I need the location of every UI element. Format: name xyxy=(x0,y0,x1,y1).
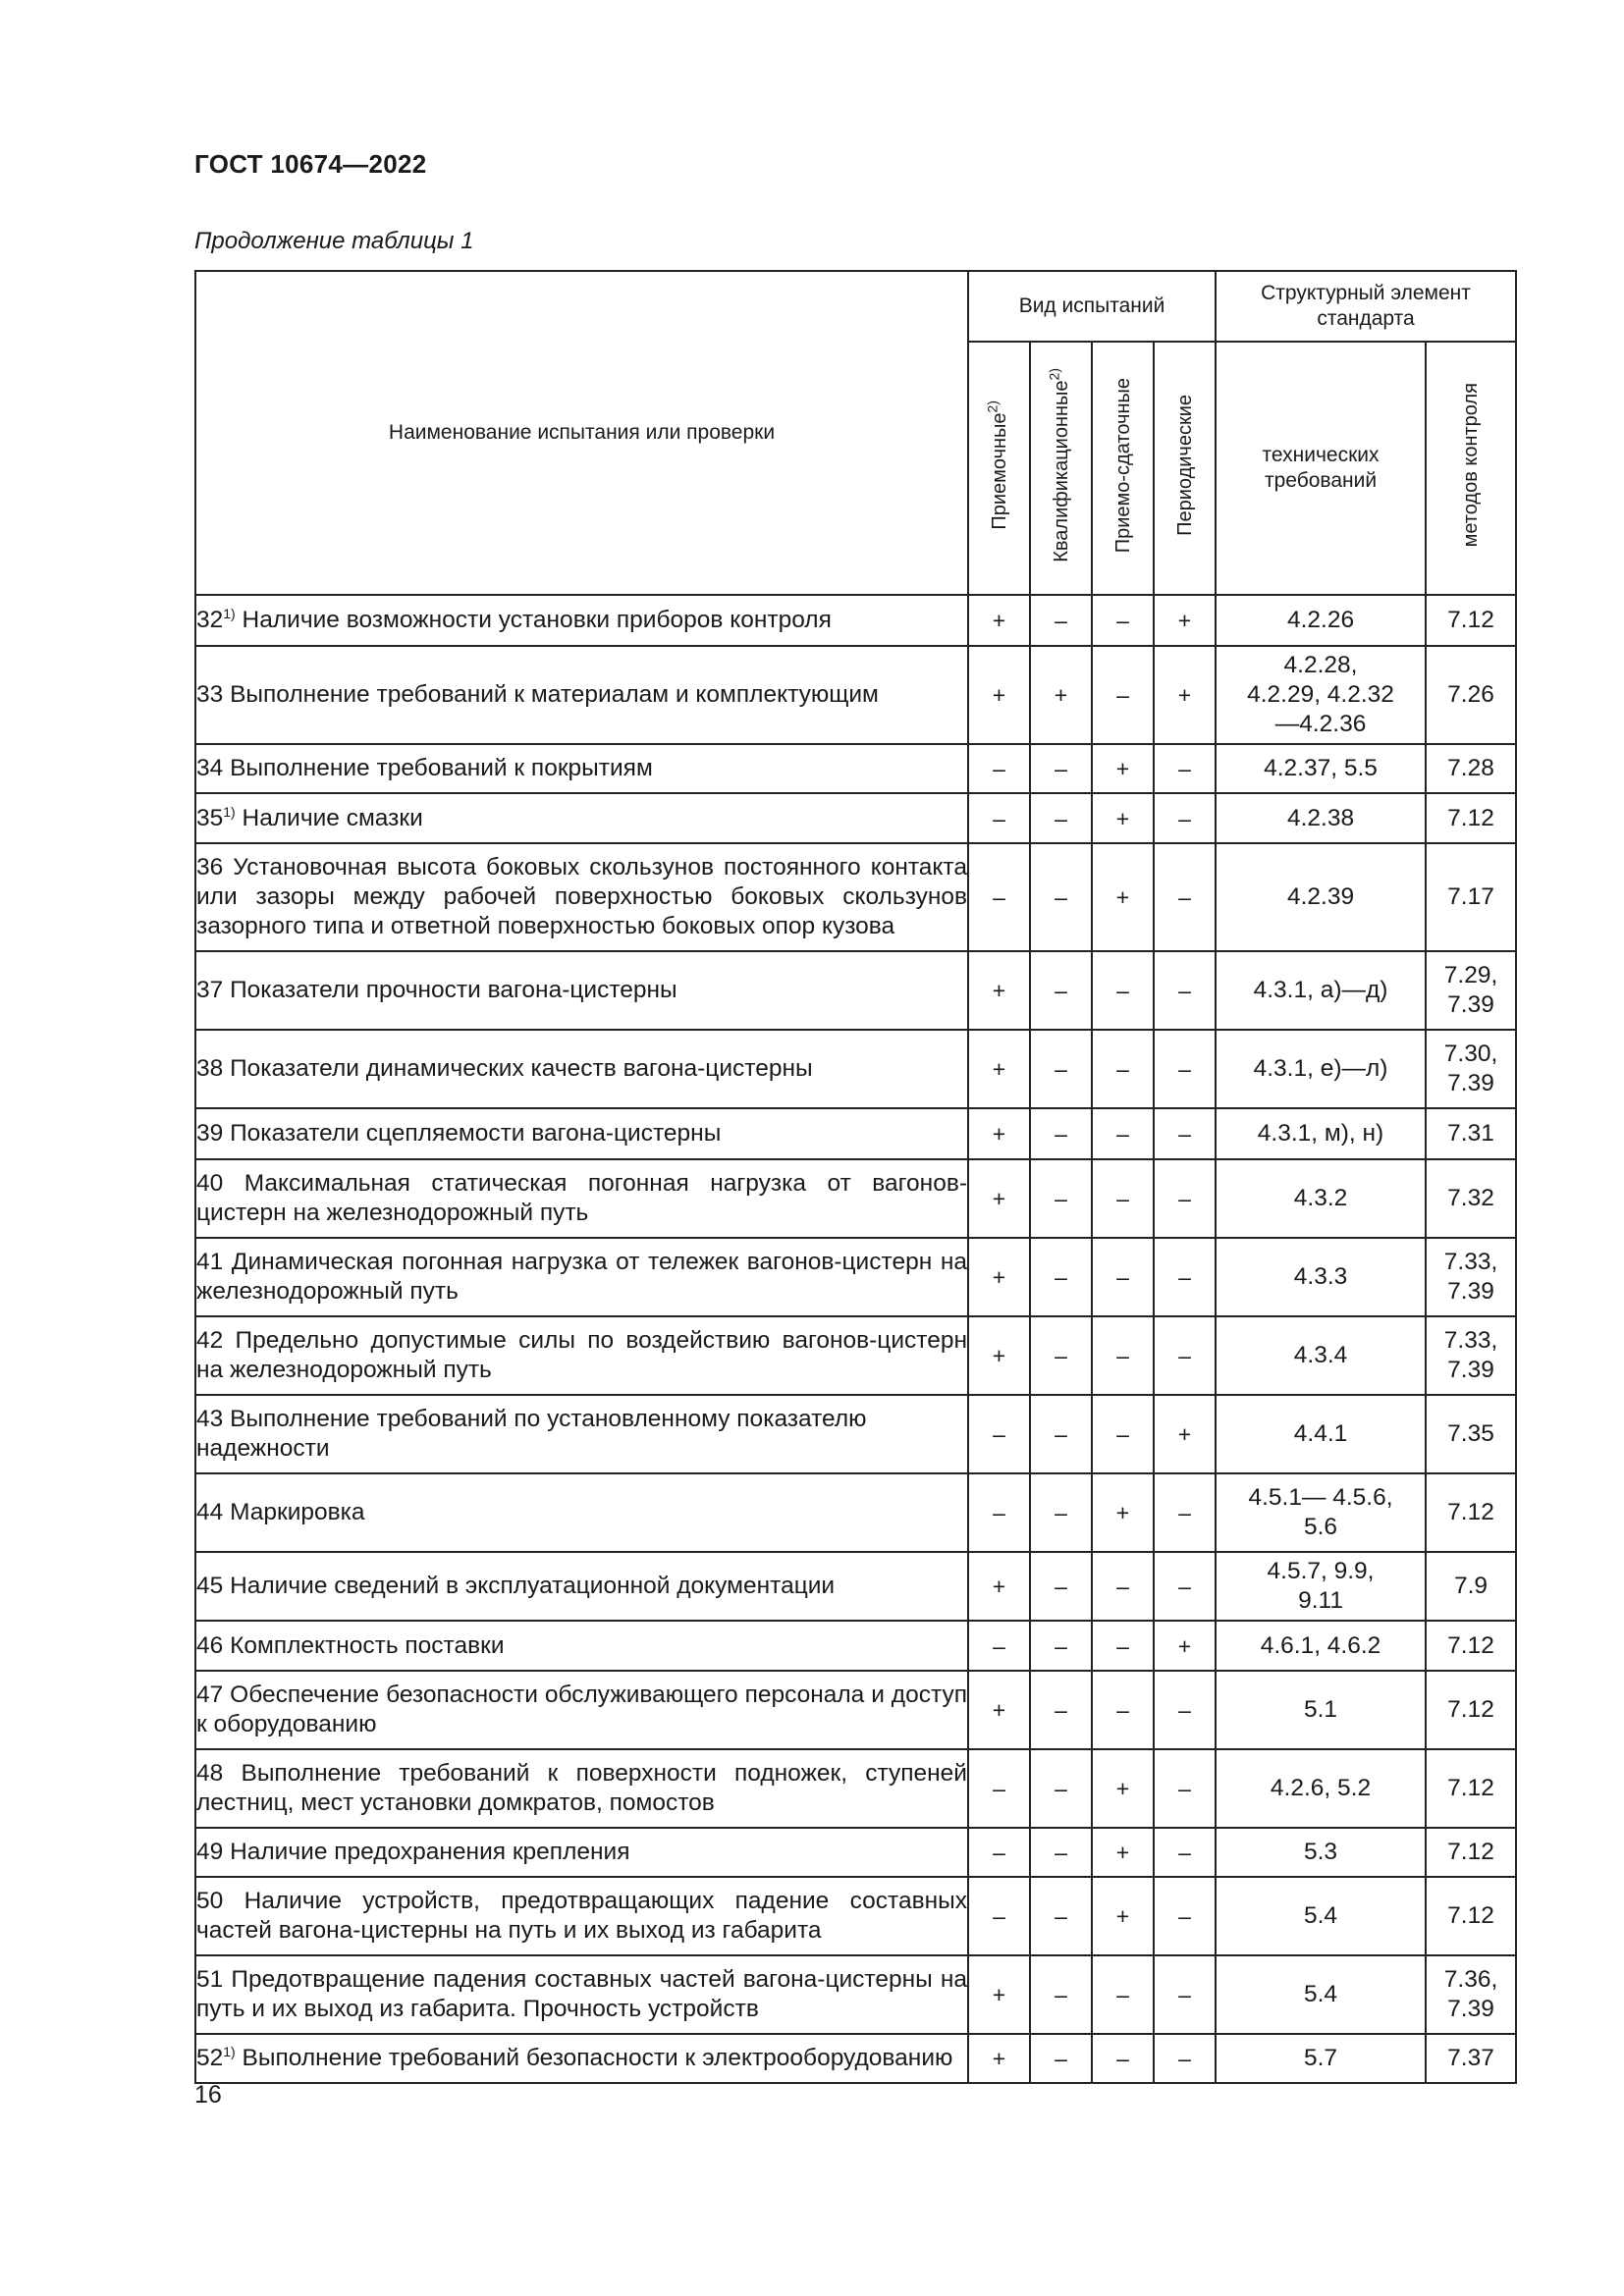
acceptance-delivery-mark: + xyxy=(1092,1828,1154,1877)
test-name-text: Динамическая погонная нагрузка от тележек вагонов-цистерн на железнодорожный путь xyxy=(196,1249,967,1305)
row-number: 37 xyxy=(196,977,224,1003)
acceptance-delivery-mark: + xyxy=(1092,843,1154,951)
row-number: 39 xyxy=(196,1120,224,1147)
technical-requirements-ref: 4.3.1, а)—д) xyxy=(1216,951,1426,1030)
qualification-mark: – xyxy=(1030,1828,1092,1877)
technical-requirements-ref: 4.6.1, 4.6.2 xyxy=(1216,1621,1426,1671)
header-control-methods: методов контроля xyxy=(1426,342,1516,595)
control-method-ref: 7.12 xyxy=(1426,793,1516,843)
row-number: 52 xyxy=(196,2045,224,2071)
table-row xyxy=(195,1108,1516,1159)
row-number: 51 xyxy=(196,1966,224,1993)
technical-requirements-ref: 5.1 xyxy=(1216,1671,1426,1749)
header-acceptance: Приемочные$^{2)}$ xyxy=(968,342,1030,595)
test-name-text: Выполнение требований к поверхности подножек, ступеней лестниц, мест установки домкратов, помостов xyxy=(196,1760,967,1816)
table-row xyxy=(195,843,1516,951)
control-method-ref: 7.28 xyxy=(1426,744,1516,793)
acceptance-delivery-mark: – xyxy=(1092,2034,1154,2083)
test-name-cell xyxy=(195,1552,968,1621)
test-name-cell xyxy=(195,646,968,744)
acceptance-mark: + xyxy=(968,1552,1030,1621)
acceptance-mark: + xyxy=(968,951,1030,1030)
test-name-cell xyxy=(195,1159,968,1238)
table-row xyxy=(195,1621,1516,1671)
acceptance-delivery-mark: + xyxy=(1092,744,1154,793)
row-number: 45 xyxy=(196,1573,224,1599)
test-name-cell xyxy=(195,1828,968,1877)
row-number: 46 xyxy=(196,1631,224,1659)
table-row xyxy=(195,595,1516,646)
test-name-text: Выполнение требований по установленному показателю надежности xyxy=(196,1406,867,1462)
table-row xyxy=(195,1671,1516,1749)
acceptance-mark: + xyxy=(968,1316,1030,1395)
qualification-mark: – xyxy=(1030,793,1092,843)
acceptance-delivery-mark: – xyxy=(1092,1395,1154,1473)
control-method-ref: 7.12 xyxy=(1426,1621,1516,1671)
periodic-mark: – xyxy=(1154,1316,1216,1395)
periodic-mark: – xyxy=(1154,793,1216,843)
qualification-mark: – xyxy=(1030,1238,1092,1316)
qualification-mark: – xyxy=(1030,843,1092,951)
technical-requirements-ref: 4.3.4 xyxy=(1216,1316,1426,1395)
row-number: 40 xyxy=(196,1170,224,1197)
acceptance-mark: – xyxy=(968,1749,1030,1828)
control-method-ref: 7.12 xyxy=(1426,595,1516,646)
row-number: 34 xyxy=(196,755,224,781)
control-method-ref: 7.9 xyxy=(1426,1552,1516,1621)
row-number: 32 xyxy=(196,607,224,633)
periodic-mark: – xyxy=(1154,1877,1216,1955)
acceptance-mark: – xyxy=(968,793,1030,843)
acceptance-mark: – xyxy=(968,1877,1030,1955)
acceptance-mark: – xyxy=(968,1828,1030,1877)
table-row xyxy=(195,1877,1516,1955)
test-name-cell xyxy=(195,1473,968,1552)
test-name-cell xyxy=(195,1749,968,1828)
test-name-cell xyxy=(195,1316,968,1395)
test-name-cell xyxy=(195,2034,968,2083)
qualification-mark: – xyxy=(1030,1473,1092,1552)
page-number: 16 xyxy=(194,2081,222,2109)
test-name-cell xyxy=(195,1238,968,1316)
header-test-types: Вид испытаний xyxy=(968,271,1216,342)
acceptance-delivery-mark: – xyxy=(1092,1671,1154,1749)
control-method-ref: 7.35 xyxy=(1426,1395,1516,1473)
acceptance-mark: + xyxy=(968,1159,1030,1238)
technical-requirements-ref: 4.2.28, 4.2.29, 4.2.32—4.2.36 xyxy=(1216,646,1426,744)
header-structural-element: Структурный элемент стандарта xyxy=(1216,271,1516,342)
document-code: ГОСТ 10674—2022 xyxy=(194,149,427,179)
table-row xyxy=(195,1473,1516,1552)
table-row xyxy=(195,744,1516,793)
test-name-text: Выполнение требований к материалам и комплектующим xyxy=(223,681,879,708)
row-number: 48 xyxy=(196,1760,224,1787)
test-name-cell xyxy=(195,1621,968,1671)
acceptance-delivery-mark: – xyxy=(1092,1316,1154,1395)
test-name-text: Наличие предохранения крепления xyxy=(223,1839,630,1865)
periodic-mark: + xyxy=(1154,646,1216,744)
control-method-ref: 7.31 xyxy=(1426,1108,1516,1159)
test-name-text: Предотвращение падения составных частей вагона-цистерны на путь и их выход из габарита. Прочность устройств xyxy=(196,1966,967,2022)
periodic-mark: – xyxy=(1154,1671,1216,1749)
periodic-mark: – xyxy=(1154,1030,1216,1108)
qualification-mark: + xyxy=(1030,646,1092,744)
row-number: 38 xyxy=(196,1055,224,1082)
technical-requirements-ref: 5.4 xyxy=(1216,1955,1426,2034)
test-name-cell xyxy=(195,595,968,646)
acceptance-mark: + xyxy=(968,1671,1030,1749)
row-number: 41 xyxy=(196,1249,224,1275)
test-name-text: Показатели сцепляемости вагона-цистерны xyxy=(223,1120,722,1147)
qualification-mark: – xyxy=(1030,595,1092,646)
acceptance-mark: + xyxy=(968,595,1030,646)
acceptance-delivery-mark: – xyxy=(1092,1552,1154,1621)
periodic-mark: – xyxy=(1154,744,1216,793)
periodic-mark: – xyxy=(1154,2034,1216,2083)
tests-table xyxy=(194,270,1517,2084)
periodic-mark: – xyxy=(1154,1108,1216,1159)
test-name-text: Наличие возможности установки приборов контроля xyxy=(235,607,832,633)
control-method-ref: 7.17 xyxy=(1426,843,1516,951)
qualification-mark: – xyxy=(1030,951,1092,1030)
test-name-text: Обеспечение безопасности обслуживающего персонала и доступ к оборудованию xyxy=(196,1682,967,1737)
control-method-ref: 7.12 xyxy=(1426,1877,1516,1955)
acceptance-delivery-mark: + xyxy=(1092,793,1154,843)
test-name-cell xyxy=(195,793,968,843)
acceptance-delivery-mark: – xyxy=(1092,1621,1154,1671)
control-method-ref: 7.26 xyxy=(1426,646,1516,744)
table-row xyxy=(195,951,1516,1030)
qualification-mark: – xyxy=(1030,1030,1092,1108)
qualification-mark: – xyxy=(1030,1877,1092,1955)
acceptance-delivery-mark: – xyxy=(1092,1238,1154,1316)
control-method-ref: 7.12 xyxy=(1426,1671,1516,1749)
table-row xyxy=(195,1395,1516,1473)
table-row xyxy=(195,646,1516,744)
row-number: 42 xyxy=(196,1327,224,1354)
table-row xyxy=(195,1749,1516,1828)
acceptance-mark: + xyxy=(968,646,1030,744)
table-row xyxy=(195,1238,1516,1316)
test-name-text: Максимальная статическая погонная нагрузка от вагонов-цистерн на железнодорожный путь xyxy=(196,1170,967,1226)
technical-requirements-ref: 4.4.1 xyxy=(1216,1395,1426,1473)
acceptance-mark: – xyxy=(968,744,1030,793)
technical-requirements-ref: 5.3 xyxy=(1216,1828,1426,1877)
qualification-mark: – xyxy=(1030,1671,1092,1749)
table-row xyxy=(195,1955,1516,2034)
test-name-text: Комплектность поставки xyxy=(223,1631,505,1659)
row-number: 47 xyxy=(196,1682,224,1708)
technical-requirements-ref: 4.3.1, м), н) xyxy=(1216,1108,1426,1159)
acceptance-delivery-mark: – xyxy=(1092,1030,1154,1108)
periodic-mark: – xyxy=(1154,951,1216,1030)
acceptance-delivery-mark: + xyxy=(1092,1877,1154,1955)
qualification-mark: – xyxy=(1030,1621,1092,1671)
test-name-cell xyxy=(195,951,968,1030)
qualification-mark: – xyxy=(1030,1316,1092,1395)
technical-requirements-ref: 4.2.6, 5.2 xyxy=(1216,1749,1426,1828)
acceptance-delivery-mark: – xyxy=(1092,1108,1154,1159)
periodic-mark: + xyxy=(1154,595,1216,646)
test-name-cell xyxy=(195,744,968,793)
control-method-ref: 7.12 xyxy=(1426,1473,1516,1552)
acceptance-delivery-mark: – xyxy=(1092,595,1154,646)
control-method-ref: 7.37 xyxy=(1426,2034,1516,2083)
test-name-text: Предельно допустимые силы по воздействию вагонов-цистерн на железнодорожный путь xyxy=(196,1327,967,1383)
qualification-mark: – xyxy=(1030,1552,1092,1621)
table-row xyxy=(195,1316,1516,1395)
test-name-cell xyxy=(195,1955,968,2034)
periodic-mark: – xyxy=(1154,1749,1216,1828)
technical-requirements-ref: 4.2.39 xyxy=(1216,843,1426,951)
acceptance-delivery-mark: – xyxy=(1092,1159,1154,1238)
test-name-text: Выполнение требований к покрытиям xyxy=(223,755,653,781)
header-qualification: Квалификационные$^{2)}$ xyxy=(1030,342,1092,595)
row-number: 33 xyxy=(196,681,224,708)
test-name-cell xyxy=(195,1108,968,1159)
qualification-mark: – xyxy=(1030,1108,1092,1159)
acceptance-delivery-mark: + xyxy=(1092,1749,1154,1828)
acceptance-delivery-mark: – xyxy=(1092,1955,1154,2034)
acceptance-delivery-mark: + xyxy=(1092,1473,1154,1552)
qualification-mark: – xyxy=(1030,2034,1092,2083)
test-name-text: Показатели динамических качеств вагона-цистерны xyxy=(223,1055,813,1082)
test-name-text: Показатели прочности вагона-цистерны xyxy=(223,977,677,1003)
qualification-mark: – xyxy=(1030,744,1092,793)
periodic-mark: – xyxy=(1154,1238,1216,1316)
periodic-mark: + xyxy=(1154,1395,1216,1473)
acceptance-mark: – xyxy=(968,1473,1030,1552)
qualification-mark: – xyxy=(1030,1955,1092,2034)
row-number: 49 xyxy=(196,1839,224,1865)
technical-requirements-ref: 4.3.2 xyxy=(1216,1159,1426,1238)
technical-requirements-ref: 4.2.38 xyxy=(1216,793,1426,843)
table-continuation-caption: Продолжение таблицы 1 xyxy=(194,228,474,254)
header-periodic: Периодические xyxy=(1154,342,1216,595)
acceptance-delivery-mark: – xyxy=(1092,951,1154,1030)
technical-requirements-ref: 5.7 xyxy=(1216,2034,1426,2083)
test-name-text: Наличие устройств, предотвращающих падение составных частей вагона-цистерны на путь и их выход из габарита xyxy=(196,1888,967,1944)
acceptance-mark: – xyxy=(968,1395,1030,1473)
technical-requirements-ref: 4.2.37, 5.5 xyxy=(1216,744,1426,793)
control-method-ref: 7.32 xyxy=(1426,1159,1516,1238)
periodic-mark: – xyxy=(1154,1552,1216,1621)
test-name-text: Выполнение требований безопасности к электрооборудованию xyxy=(235,2045,953,2071)
acceptance-mark: + xyxy=(968,1030,1030,1108)
table-row xyxy=(195,2034,1516,2083)
test-name-text: Маркировка xyxy=(223,1499,365,1525)
technical-requirements-ref: 4.5.1— 4.5.6, 5.6 xyxy=(1216,1473,1426,1552)
test-name-cell xyxy=(195,1671,968,1749)
technical-requirements-ref: 4.3.3 xyxy=(1216,1238,1426,1316)
acceptance-mark: – xyxy=(968,843,1030,951)
table-row xyxy=(195,1828,1516,1877)
control-method-ref: 7.36, 7.39 xyxy=(1426,1955,1516,2034)
test-name-text: Установочная высота боковых скользунов постоянного контакта или зазоры между рабочей поверхностью боковых скользунов зазорного типа и ответной поверхностью боковых опор кузова xyxy=(196,854,967,939)
qualification-mark: – xyxy=(1030,1749,1092,1828)
acceptance-delivery-mark: – xyxy=(1092,646,1154,744)
test-name-text: Наличие сведений в эксплуатационной документации xyxy=(223,1573,836,1599)
periodic-mark: – xyxy=(1154,1955,1216,2034)
acceptance-mark: + xyxy=(968,1108,1030,1159)
footnote-ref: 1) xyxy=(223,605,236,621)
row-number: 35 xyxy=(196,804,224,831)
technical-requirements-ref: 4.2.26 xyxy=(1216,595,1426,646)
control-method-ref: 7.33, 7.39 xyxy=(1426,1316,1516,1395)
test-name-cell xyxy=(195,1877,968,1955)
acceptance-mark: + xyxy=(968,1955,1030,2034)
control-method-ref: 7.12 xyxy=(1426,1749,1516,1828)
acceptance-mark: + xyxy=(968,2034,1030,2083)
control-method-ref: 7.29, 7.39 xyxy=(1426,951,1516,1030)
acceptance-mark: + xyxy=(968,1238,1030,1316)
control-method-ref: 7.12 xyxy=(1426,1828,1516,1877)
periodic-mark: – xyxy=(1154,1159,1216,1238)
qualification-mark: – xyxy=(1030,1159,1092,1238)
row-number: 43 xyxy=(196,1406,224,1432)
header-technical-requirements: технических требований xyxy=(1216,342,1426,595)
control-method-ref: 7.33, 7.39 xyxy=(1426,1238,1516,1316)
test-name-cell xyxy=(195,1030,968,1108)
table-row xyxy=(195,793,1516,843)
technical-requirements-ref: 5.4 xyxy=(1216,1877,1426,1955)
periodic-mark: – xyxy=(1154,1473,1216,1552)
control-method-ref: 7.30, 7.39 xyxy=(1426,1030,1516,1108)
row-number: 50 xyxy=(196,1888,224,1914)
table-row xyxy=(195,1030,1516,1108)
header-acceptance-delivery: Приемо-сдаточные xyxy=(1092,342,1154,595)
footnote-ref: 1) xyxy=(223,803,236,820)
acceptance-mark: – xyxy=(968,1621,1030,1671)
row-number: 44 xyxy=(196,1499,224,1525)
header-test-name: Наименование испытания или проверки xyxy=(195,271,968,595)
periodic-mark: + xyxy=(1154,1621,1216,1671)
test-name-cell xyxy=(195,843,968,951)
periodic-mark: – xyxy=(1154,843,1216,951)
footnote-ref: 1) xyxy=(223,2043,236,2059)
periodic-mark: – xyxy=(1154,1828,1216,1877)
table-row xyxy=(195,1552,1516,1621)
test-name-cell xyxy=(195,1395,968,1473)
technical-requirements-ref: 4.5.7, 9.9, 9.11 xyxy=(1216,1552,1426,1621)
technical-requirements-ref: 4.3.1, е)—л) xyxy=(1216,1030,1426,1108)
qualification-mark: – xyxy=(1030,1395,1092,1473)
test-name-text: Наличие смазки xyxy=(235,804,423,831)
table-row xyxy=(195,1159,1516,1238)
row-number: 36 xyxy=(196,854,224,881)
